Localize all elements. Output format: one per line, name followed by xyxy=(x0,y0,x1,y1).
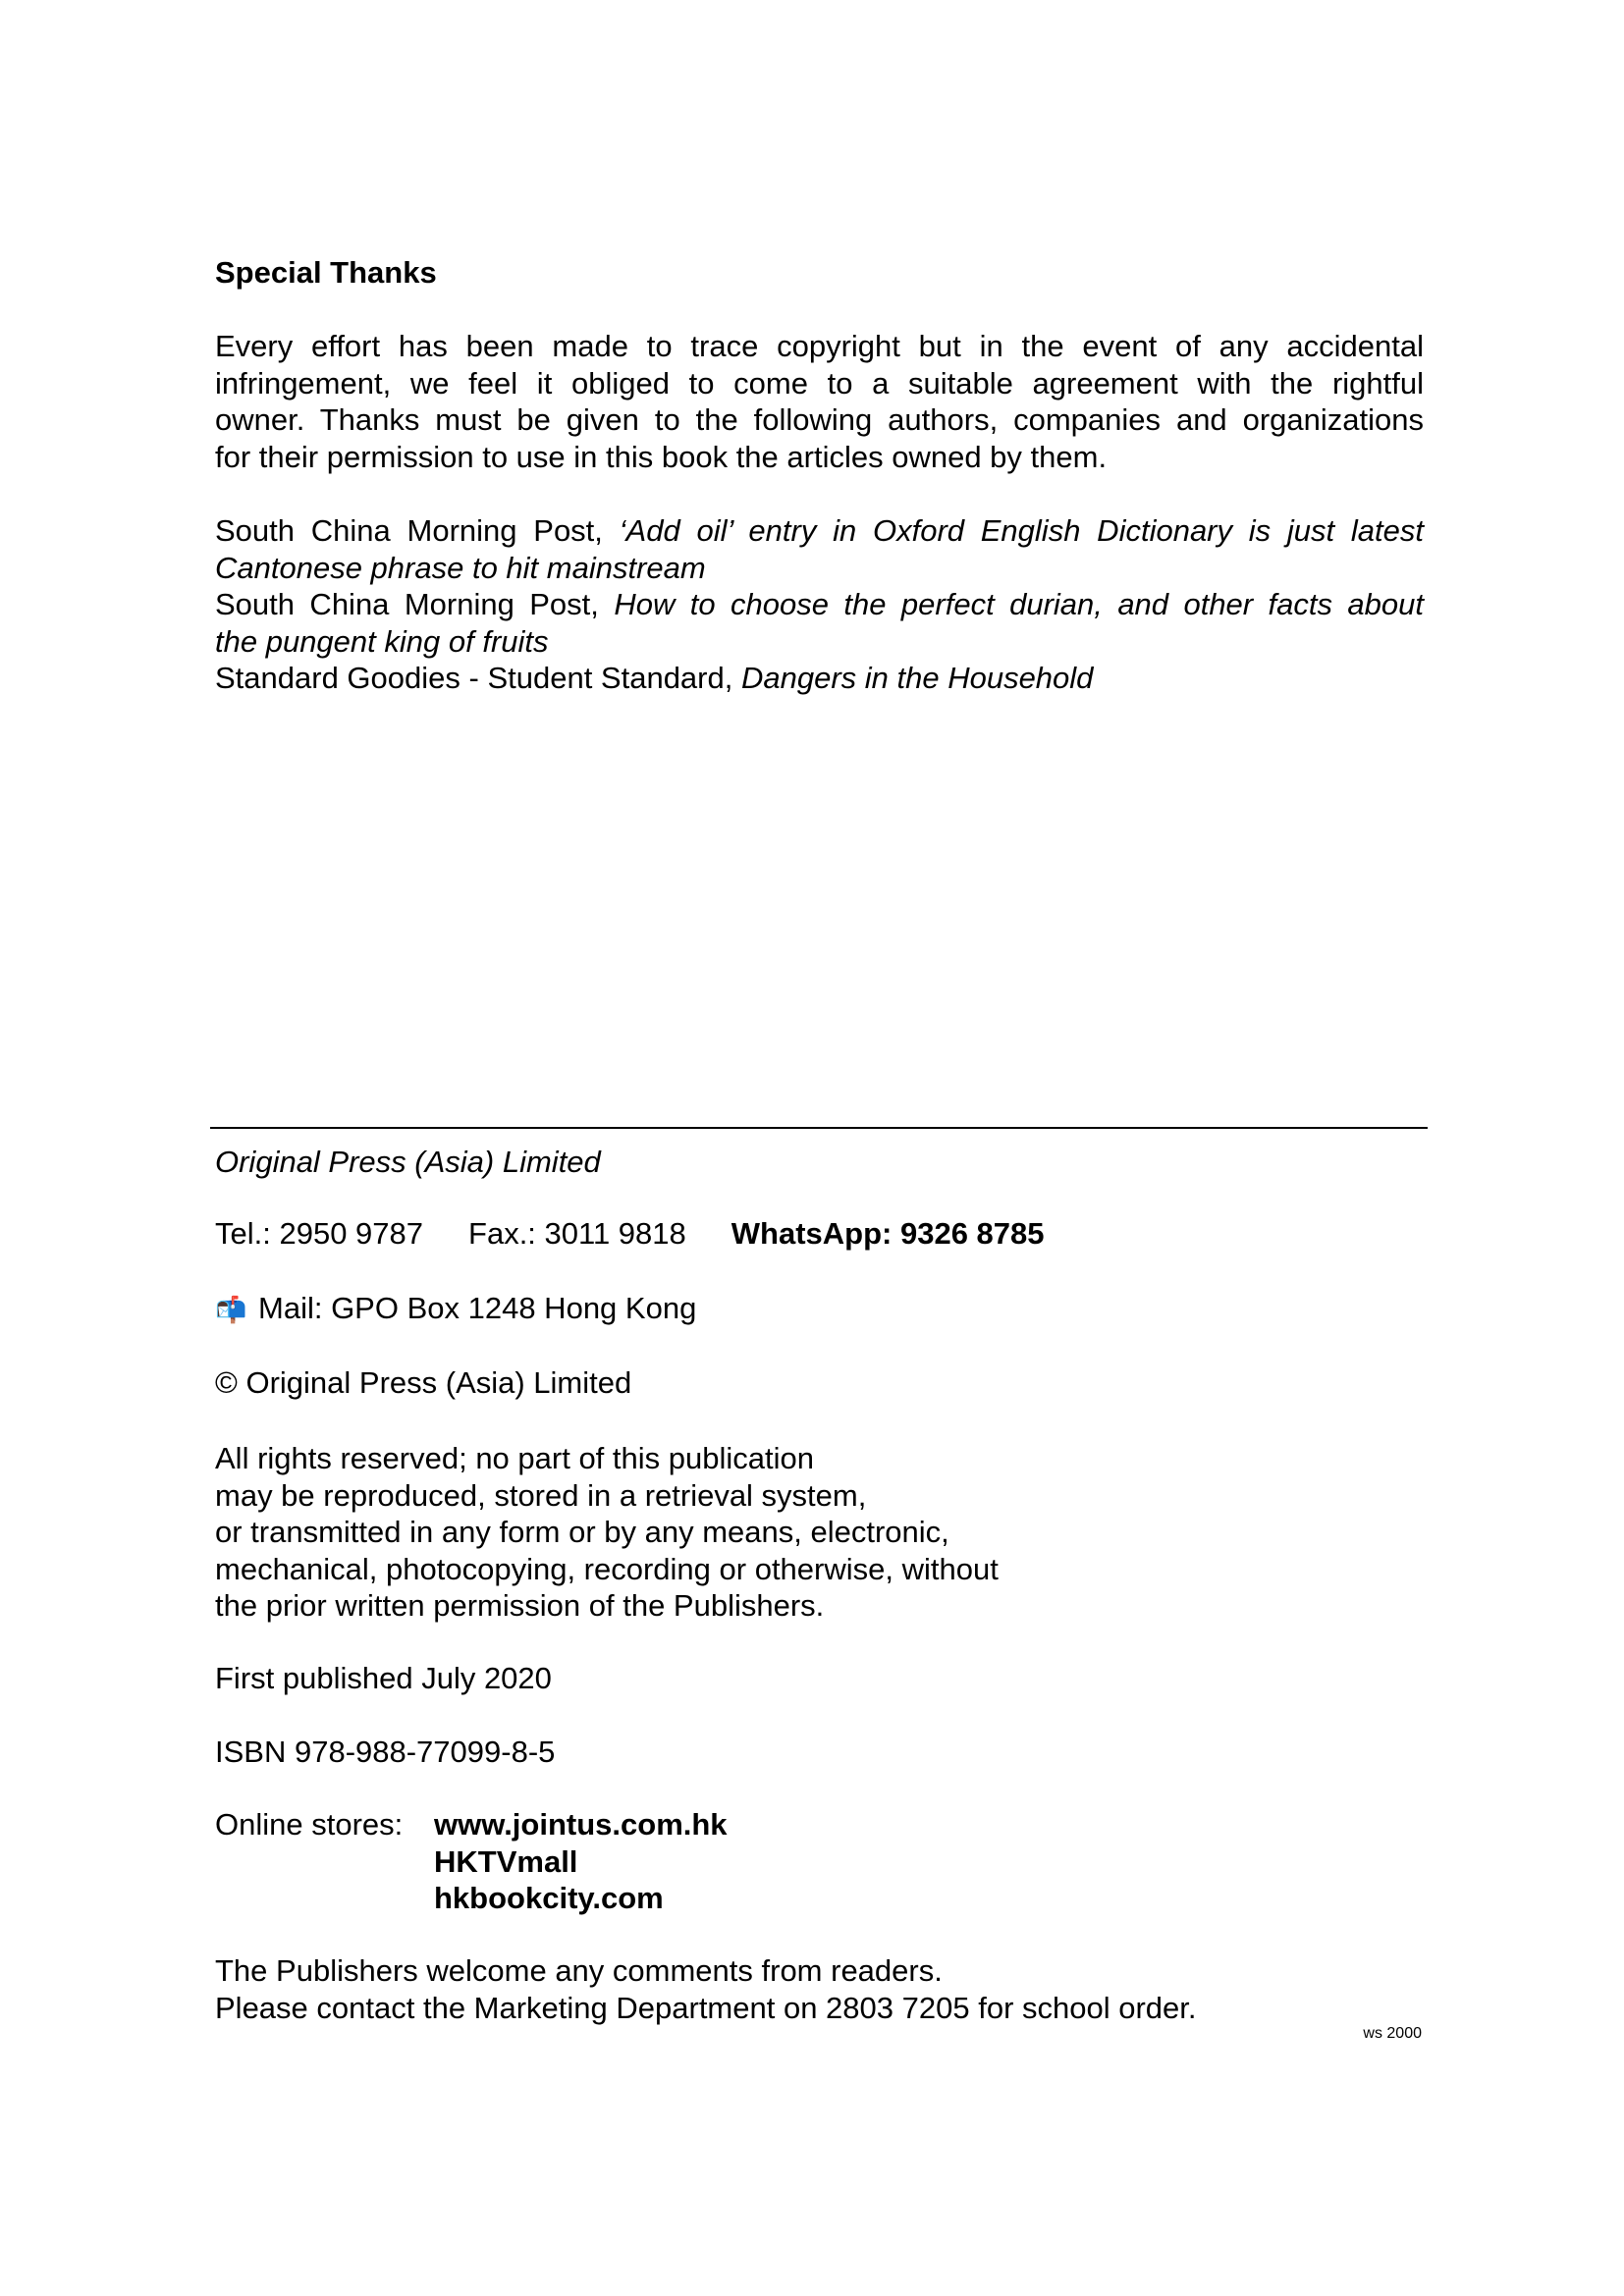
closing-line: The Publishers welcome any comments from readers. xyxy=(215,1953,943,1988)
online-stores xyxy=(215,1806,1424,1917)
isbn: ISBN 978-988-77099-8-5 xyxy=(215,1735,556,1769)
credit-title: Dangers in the Household xyxy=(740,661,1094,696)
credit-source: South China Morning Post, xyxy=(215,587,615,622)
intro-line: infringement, we feel it obliged to come to a suitable agreement with the rightful xyxy=(215,365,1424,400)
tel: Tel.: 2950 9787 xyxy=(215,1216,424,1251)
mailbox-icon: 📬 xyxy=(215,1295,247,1324)
credit-title-cont xyxy=(215,623,1424,661)
rights-line: the prior written permission of the Publishers. xyxy=(215,1588,825,1624)
online-stores-label: Online stores: xyxy=(215,1807,404,1842)
whatsapp: WhatsApp: 9326 8785 xyxy=(731,1216,1045,1251)
divider xyxy=(210,1127,1428,1129)
rights-line: mechanical, photocopying, recording or otherwise, without xyxy=(215,1551,999,1586)
store-link[interactable]: www.jointus.com.hk xyxy=(434,1807,728,1842)
rights-statement xyxy=(215,1440,1424,1625)
mail-row xyxy=(215,1290,1424,1329)
credit-source: South China Morning Post, xyxy=(215,513,620,548)
rights-line: All rights reserved; no part of this publication xyxy=(215,1441,814,1475)
page-code: ws 2000 xyxy=(1363,2025,1422,2042)
credit-title: the pungent king of fruits xyxy=(215,623,549,659)
publisher-name: Original Press (Asia) Limited xyxy=(215,1145,601,1179)
fax: Fax.: 3011 9818 xyxy=(468,1216,686,1251)
credit-title: ‘Add oil’ entry in Oxford English Dictionary is just latest xyxy=(619,513,1424,548)
mail-address: Mail: GPO Box 1248 Hong Kong xyxy=(258,1291,697,1325)
store-link[interactable]: HKTVmall xyxy=(434,1843,578,1879)
credit-title: Cantonese phrase to hit mainstream xyxy=(215,550,706,585)
closing-note xyxy=(215,1952,1424,2026)
intro-line: for their permission to use in this book the articles owned by them. xyxy=(215,439,1108,474)
store-link[interactable]: hkbookcity.com xyxy=(434,1881,664,1916)
credit-item xyxy=(215,512,1424,550)
credit-title: How to choose the perfect durian, and other facts about xyxy=(614,587,1424,622)
closing-line: Please contact the Marketing Department on 2803 7205 for school order. xyxy=(215,1990,1197,2025)
intro-line: owner. Thanks must be given to the following authors, companies and organizations xyxy=(215,402,1424,438)
rights-line: or transmitted in any form or by any means, electronic, xyxy=(215,1515,949,1550)
rights-line: may be reproduced, stored in a retrieval system, xyxy=(215,1477,867,1513)
credit-title-cont xyxy=(215,550,1424,587)
first-published: First published July 2020 xyxy=(215,1661,552,1695)
copyright: © Original Press (Asia) Limited xyxy=(215,1365,632,1400)
contact-row xyxy=(215,1215,1424,1253)
credit-item xyxy=(215,586,1424,623)
intro-paragraph xyxy=(215,328,1424,475)
credit-item xyxy=(215,660,1424,697)
intro-line: Every effort has been made to trace copyright but in the event of any accidental xyxy=(215,329,1424,363)
credit-source: Standard Goodies - Student Standard, xyxy=(215,661,741,696)
page-title: Special Thanks xyxy=(215,255,437,290)
credits-list xyxy=(215,512,1424,697)
